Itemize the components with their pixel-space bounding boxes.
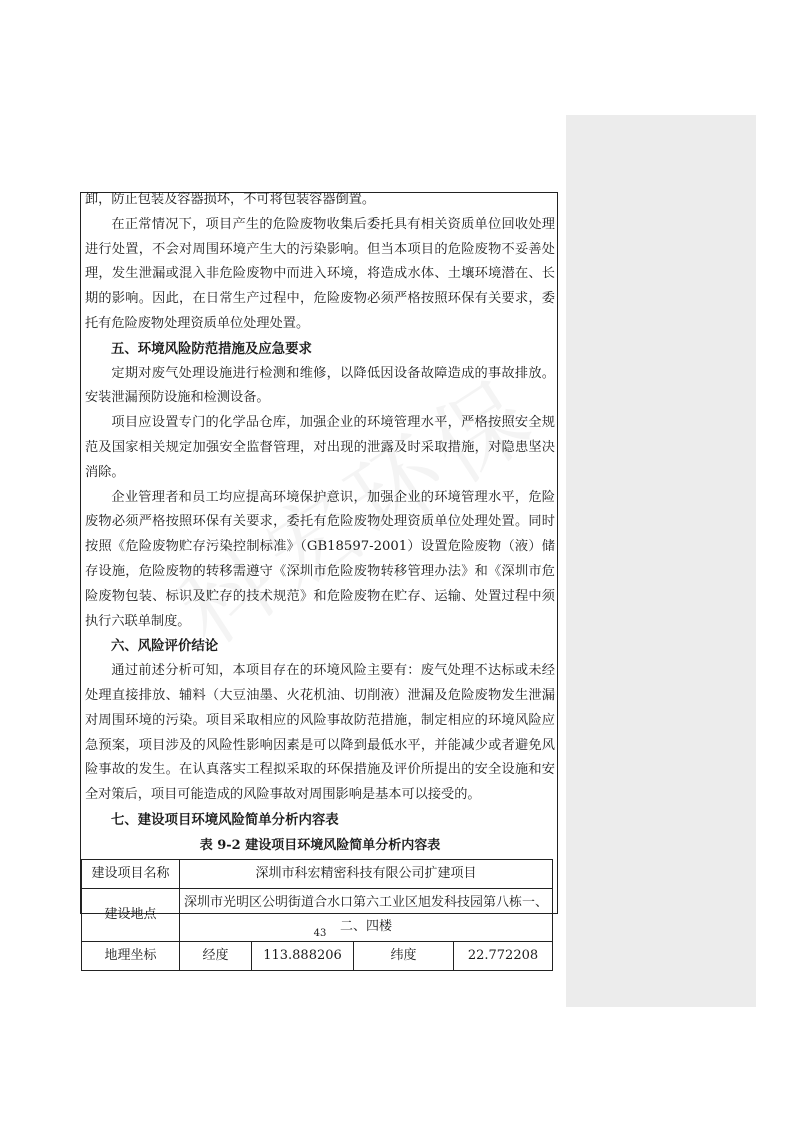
risk-analysis-table xyxy=(81,859,553,971)
paragraph: 项目应设置专门的化学品仓库，加强企业的环境管理水平，严格按照安全规范及国家相关规定加强安全监督管理，对出现的泄露及时采取措施，对隐患坚决消除。 xyxy=(85,415,555,480)
section-heading: 五、环境风险防范措施及应急要求 xyxy=(111,340,312,357)
section-heading: 七、建设项目环境风险简单分析内容表 xyxy=(111,811,339,828)
paragraph: 在正常情况下，项目产生的危险废物收集后委托具有相关资质单位回收处理进行处置，不会对周围环境产生大的污染影响。但当本项目的危险废物不妥善处理，发生泄漏或混入非危险废物中而进入环境，将造成水体、土壤环境潜在、长期的影响。因此，在日常生产过程中，危险废物必须严格按照环保有关要求，委托有危险废物处理资质单位处理处置。 xyxy=(85,216,555,331)
comment-pane xyxy=(566,115,756,1007)
table-cell-value: 113.888206 xyxy=(252,941,354,970)
paragraph: 卸，防止包装及容器损坏，不可将包装容器倒置。 xyxy=(85,192,376,207)
table-cell-value: 深圳市科宏精密科技有限公司扩建项目 xyxy=(180,859,553,888)
paragraph: 企业管理者和员工均应提高环境保护意识，加强企业的环境管理水平，危险废物必须严格按照环保有关要求，委托有危险废物处理资质单位处理处置。同时按照《危险废物贮存污染控制标准》（GB18597-2001）设置危险废物（液）储存设施，危险废物的转移需遵守《深圳市危险废物转移管理办法》和《深圳市危险废物包装、标识及贮存的技术规范》和危险废物在贮存、运输、处置过程中须执行六联单制度。 xyxy=(85,489,555,629)
table-cell-label: 地理坐标 xyxy=(82,941,180,970)
table-cell-value: 深圳市光明区公明街道合水口第六工业区旭发科技园第八栋一、二、四楼 xyxy=(180,888,553,941)
section-heading: 六、风险评价结论 xyxy=(111,638,219,655)
table-cell-label: 纬度 xyxy=(354,941,454,970)
table-row xyxy=(82,941,553,970)
table-caption: 表 9-2 建设项目环境风险简单分析内容表 xyxy=(199,837,441,853)
document-body xyxy=(85,188,555,971)
paragraph: 定期对废气处理设施进行检测和维修，以降低因设备故障造成的事故排放。安装泄漏预防设施和检测设备。 xyxy=(85,365,555,406)
table-cell-label: 建设地点 xyxy=(82,888,180,941)
table-cell-label: 经度 xyxy=(180,941,252,970)
table-cell-value: 22.772208 xyxy=(454,941,553,970)
table-cell-label: 建设项目名称 xyxy=(82,859,180,888)
table-row xyxy=(82,859,553,888)
paragraph: 通过前述分析可知，本项目存在的环境风险主要有：废气处理不达标或未经处理直接排放、辅料（大豆油墨、火花机油、切削液）泄漏及危险废物发生泄漏对周围环境的污染。项目采取相应的风险事故防范措施，制定相应的环境风险应急预案，项目涉及的风险性影响因素是可以降到最低水平，并能减少或者避免风险事故的发生。在认真落实工程拟采取的环保措施及评价所提出的安全设施和安全对策后，项目可能造成的风险事故对周围影响是基本可以接受的。 xyxy=(85,663,555,803)
page-number: 43 xyxy=(313,928,327,939)
